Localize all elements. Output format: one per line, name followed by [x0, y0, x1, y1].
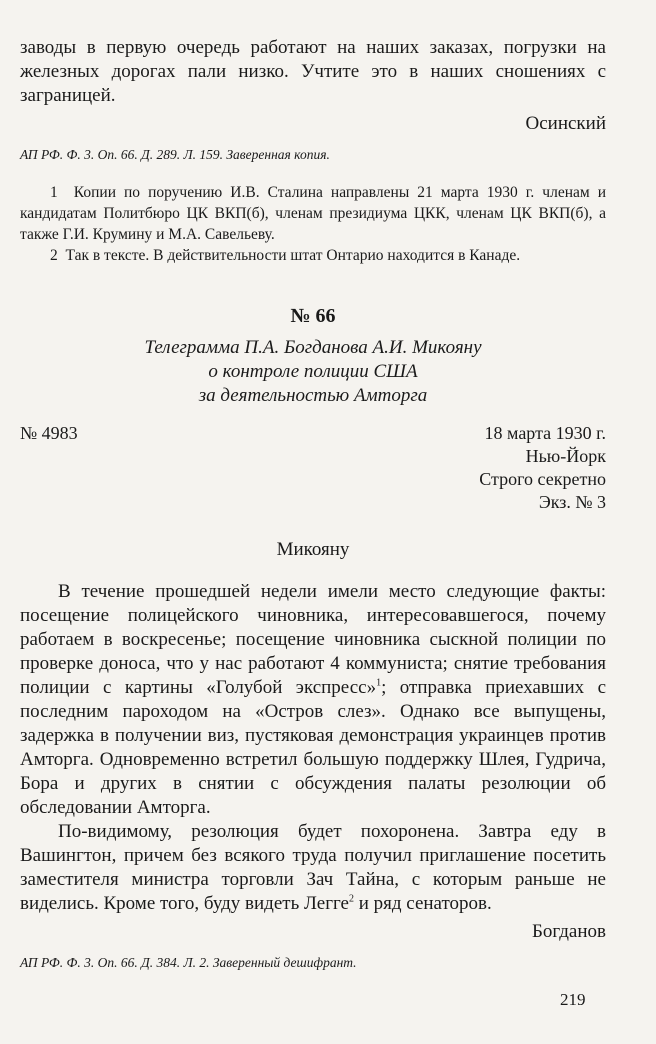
footnote-text-2: Так в тексте. В действительности штат Онтарио находится в Канаде. [65, 247, 521, 264]
document-copy: Экз. № 3 [538, 492, 606, 512]
registration-number: № 4983 [20, 423, 78, 443]
telegram-paragraph-2 [20, 820, 606, 916]
document-place: Нью-Йорк [525, 446, 606, 466]
page-number: 219 [560, 990, 586, 1009]
continued-paragraph: заводы в первую очередь работают на наших заказах, погрузки на железных дорогах пали низко. Учтите это в наших сношениях с заграницей. [20, 37, 606, 106]
footnote-mark-2: 2 [50, 247, 58, 264]
signature-bogdanov: Богданов [532, 921, 606, 942]
footnote-ref-2: 2 [348, 893, 354, 905]
paragraph-1-text-b: ; отправка приехавших с последним пароходом на «Остров слез». Однако все выпущены, задержка в получении виз, пустяковая демонстрация украинцев против Амторга. Одновременно встретил большую поддержку Шлея, Гудрича, Бора и других в снятии с обсуждения палаты резолюции об обследовании Амторга. [20, 677, 607, 818]
footnote-text-1: Копии по поручению И.В. Сталина направлены 21 марта 1930 г. членам и кандидатам Политбюро ЦК ВКП(б), членам президиума ЦКК, членам ЦК ВКП(б), а также Г.И. Крумину и М.А. Савельеву. [20, 184, 607, 243]
footnote-mark-1: 1 [50, 184, 58, 201]
document-title-line-2: о контроле полиции США [208, 361, 418, 382]
document-meta-right [479, 422, 606, 514]
footnote-1 [20, 182, 606, 245]
paragraph-1-text-a: В течение прошедшей недели имели место следующие факты: посещение полицейского чиновника, интересовавшегося, почему работаем в воскресенье; посещение чиновника сыскной полиции по проверке доноса, что у нас работают 4 коммуниста; снятие требования полиции с картины «Голубой экспресс» [20, 581, 606, 698]
footnote-2 [20, 245, 606, 266]
archive-source-1: АП РФ. Ф. 3. Оп. 66. Д. 289. Л. 159. Заверенная копия. [20, 147, 330, 162]
telegram-paragraph-1 [20, 580, 606, 820]
signature-osinsky: Осинский [525, 113, 606, 134]
document-title-line-1: Телеграмма П.А. Богданова А.И. Микояну [144, 337, 482, 358]
paragraph-2-text-b: и ряд сенаторов. [353, 893, 492, 914]
addressee: Микояну [276, 539, 350, 560]
document-date: 18 марта 1930 г. [484, 423, 606, 443]
document-number: № 66 [290, 305, 336, 327]
paragraph-2-text-a: По-видимому, резолюция будет похоронена. Завтра еду в Вашингтон, причем без всякого труда получил приглашение посетить заместителя министра торговли Зач Тайна, с которым раньше не виделись. Кроме того, буду видеть Легге [20, 821, 606, 914]
document-classification: Строго секретно [479, 469, 606, 489]
page-content [20, 36, 606, 972]
footnote-ref-1: 1 [376, 677, 382, 689]
document-meta [20, 422, 606, 514]
archive-source-2: АП РФ. Ф. 3. Оп. 66. Д. 384. Л. 2. Заверенный дешифрант. [20, 955, 357, 970]
document-title-line-3: за деятельностью Амторга [198, 385, 428, 406]
